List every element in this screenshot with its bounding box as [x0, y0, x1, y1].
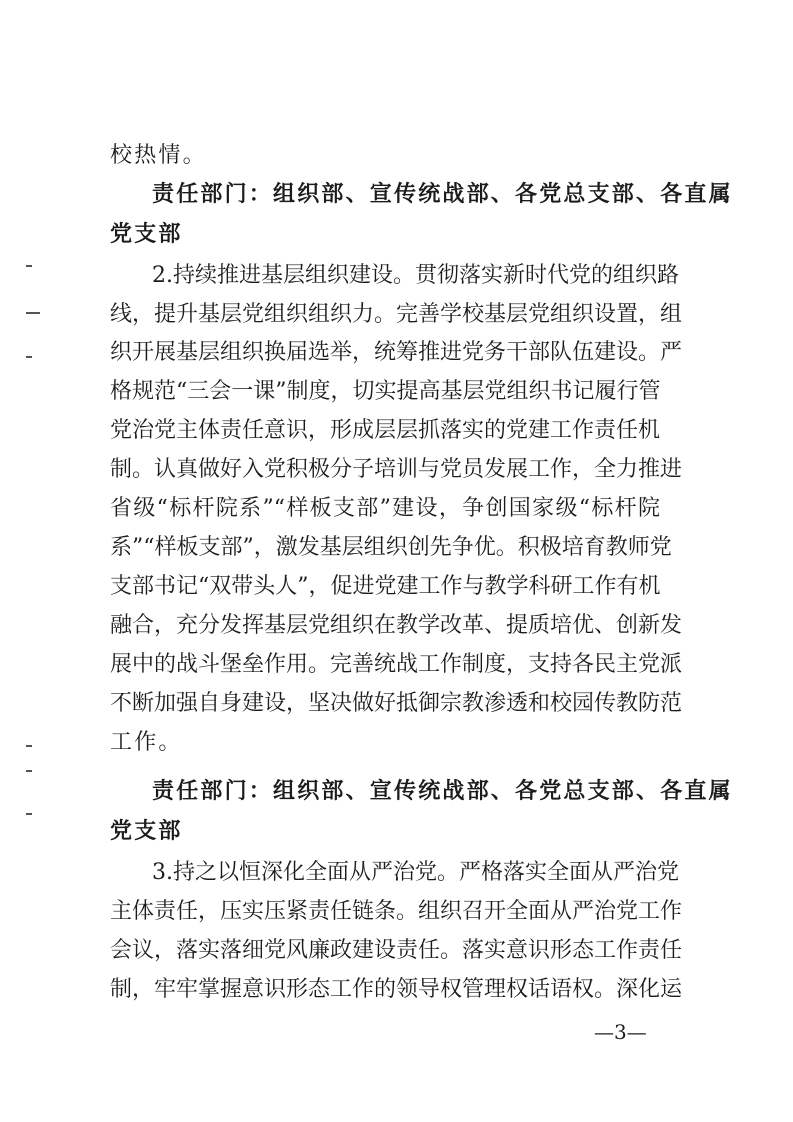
responsible-departments-cont: 党支部 [110, 819, 183, 844]
responsible-departments: 责任部门：组织部、宣传统战部、各党总支部、各直属 [152, 779, 733, 804]
text-line: 线，提升基层党组织组织力。完善学校基层党组织设置，组 [110, 302, 683, 327]
margin-mark [26, 770, 32, 772]
margin-mark [26, 312, 40, 314]
text-line: 展中的战斗堡垒作用。完善统战工作制度，支持各民主党派 [110, 652, 683, 677]
margin-mark [26, 745, 32, 747]
text-line: 工作。 [110, 730, 183, 755]
text-line: 融合，充分发挥基层党组织在教学改革、提质培优、创新发 [110, 613, 683, 638]
text-line: 格规范“三会一课”制度，切实提高基层党组织书记履行管 [110, 379, 661, 404]
margin-mark [26, 813, 32, 815]
text-line: 党治党主体责任意识，形成层层抓落实的党建工作责任机 [110, 418, 661, 443]
text-line: 不断加强自身建设，坚决做好抵御宗教渗透和校园传教防范 [110, 691, 683, 716]
responsible-departments-cont: 党支部 [110, 222, 183, 247]
text-line: 制，牢牢掌握意识形态工作的领导权管理权话语权。深化运 [110, 977, 683, 1002]
page-number: —3— [594, 1020, 647, 1044]
text-line: 会议，落实落细党风廉政建设责任。落实意识形态工作责任 [110, 938, 683, 963]
margin-mark [26, 356, 32, 358]
section-heading-2: 2.持续推进基层组织建设。贯彻落实新时代党的组织路 [152, 263, 679, 288]
text-line: 系”“样板支部”，激发基层组织创先争优。积极培育教师党 [110, 535, 672, 560]
text-line: 制。认真做好入党积极分子培训与党员发展工作，全力推进 [110, 457, 683, 482]
text-line: 织开展基层组织换届选举，统筹推进党务干部队伍建设。严 [110, 340, 683, 365]
section-heading-3: 3.持之以恒深化全面从严治党。严格落实全面从严治党 [152, 860, 679, 885]
responsible-departments: 责任部门：组织部、宣传统战部、各党总支部、各直属 [152, 182, 733, 207]
text-line: 校热情。 [110, 143, 207, 168]
text-line: 支部书记“双带头人”，促进党建工作与教学科研工作有机 [110, 574, 661, 599]
text-line: 主体责任，压实压紧责任链条。组织召开全面从严治党工作 [110, 899, 683, 924]
margin-mark [26, 265, 32, 267]
text-line: 省级“标杆院系”“样板支部”建设，争创国家级“标杆院 [110, 496, 660, 521]
